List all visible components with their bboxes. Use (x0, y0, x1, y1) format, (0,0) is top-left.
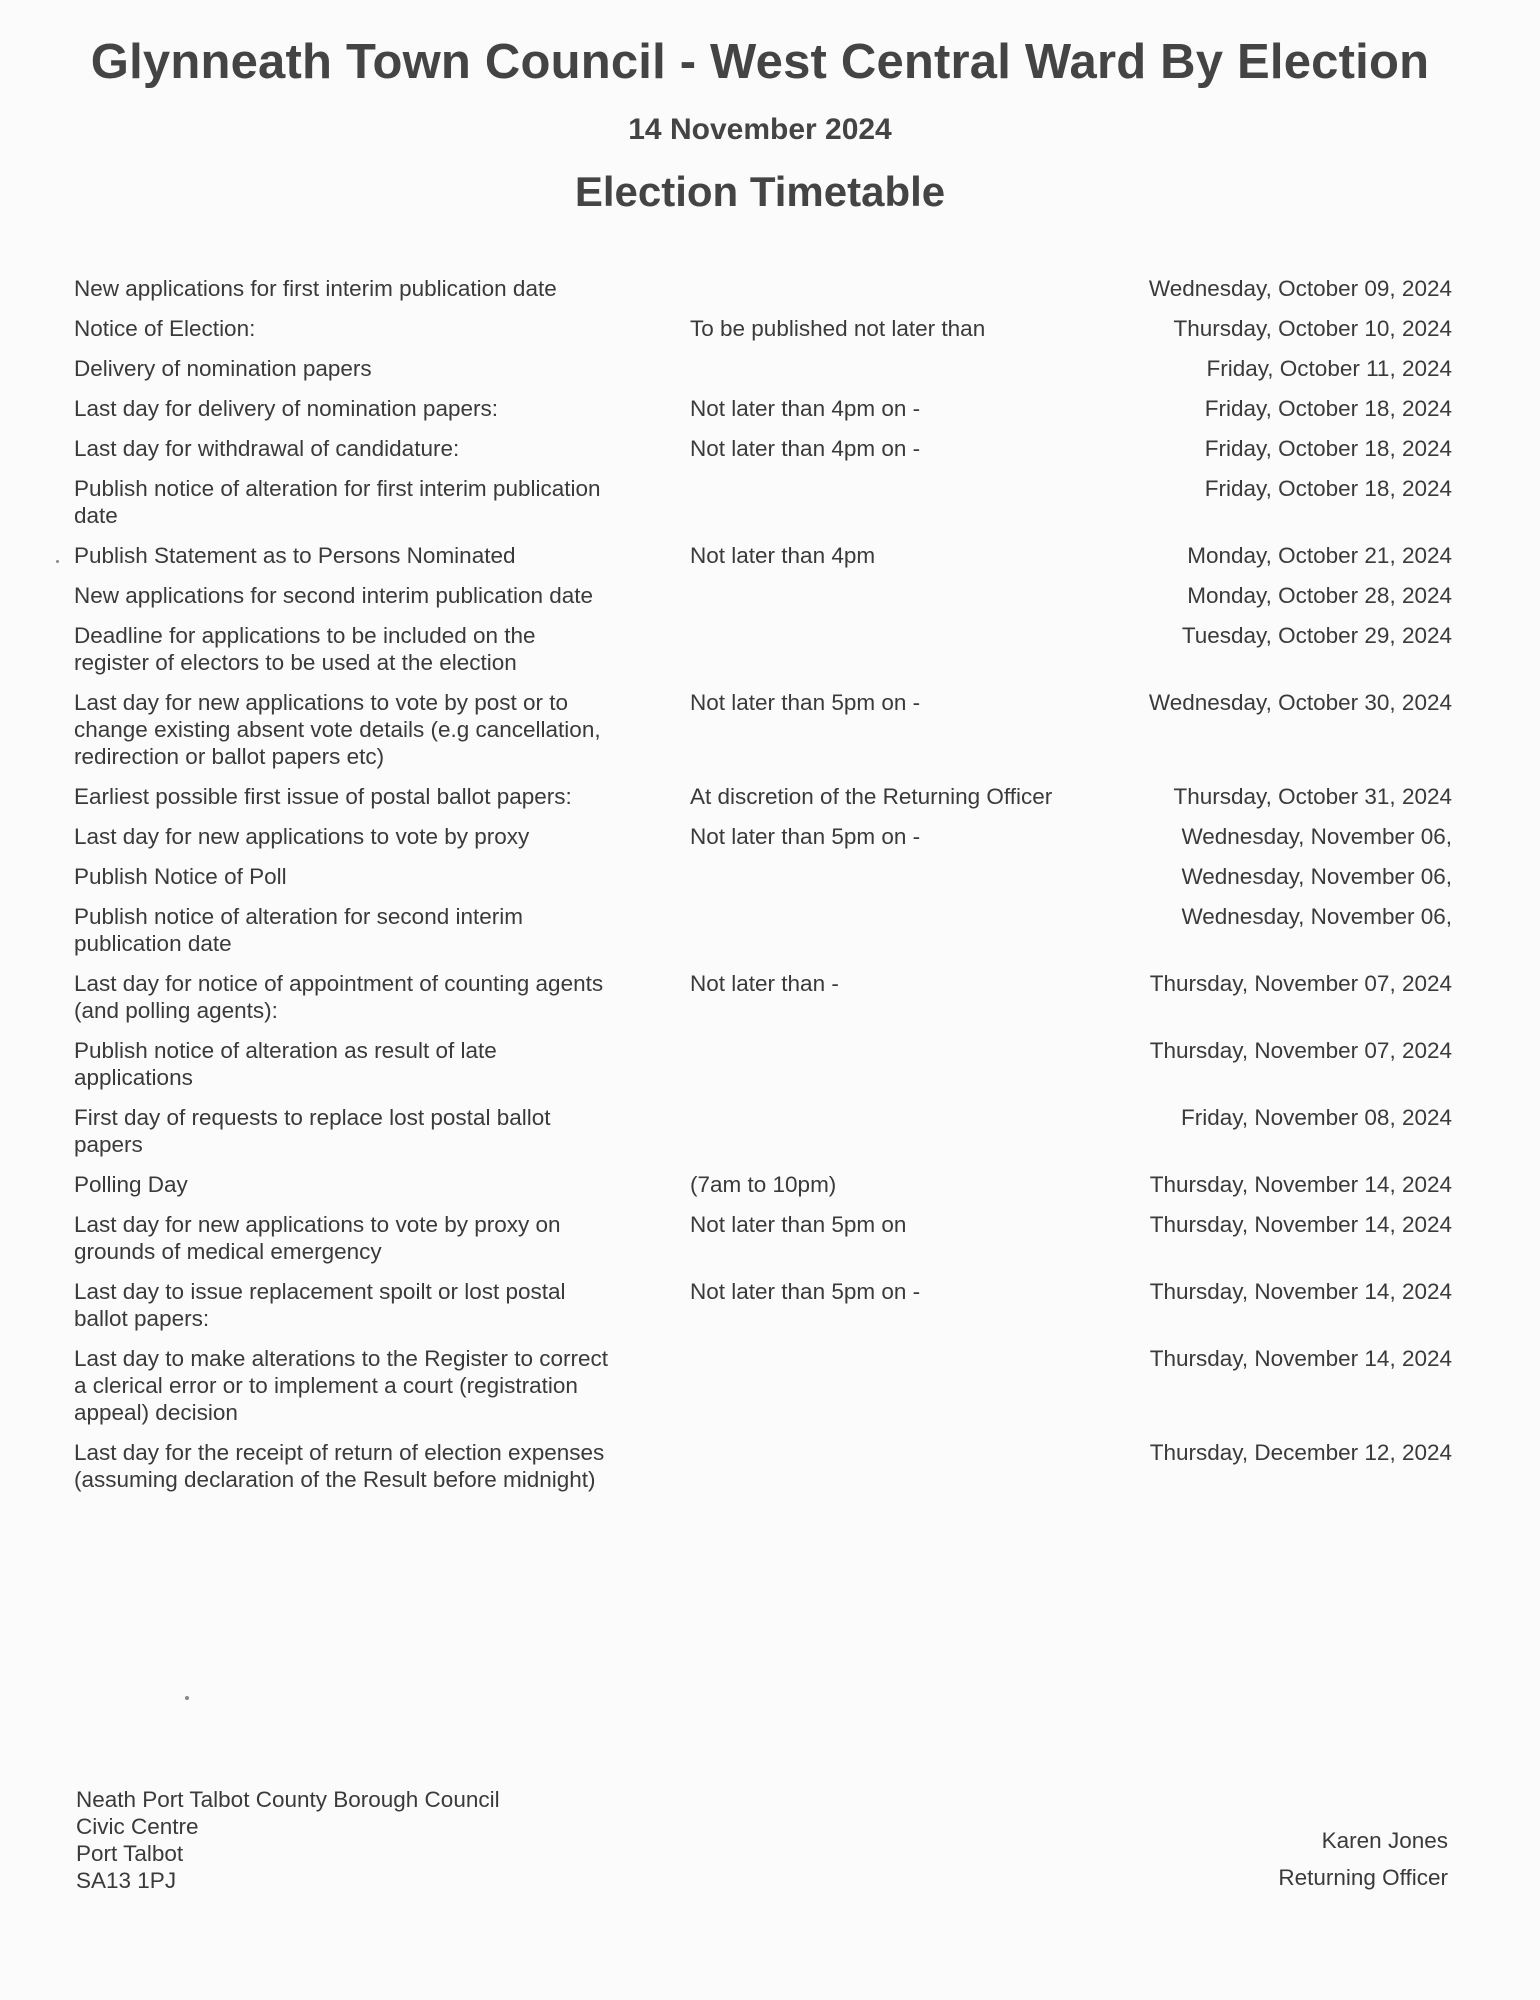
timetable-row (74, 863, 1452, 890)
timetable-row (74, 435, 1452, 462)
event-description: Last day for new applications to vote by proxy (74, 824, 530, 849)
timetable-row (74, 355, 1452, 382)
event-description: Deadline for applications to be included on the register of electors to be used at the election (74, 623, 536, 675)
timetable-row (74, 622, 1452, 676)
event-date: Friday, October 11, 2024 (1206, 356, 1452, 381)
event-date: Friday, November 08, 2024 (1181, 1105, 1452, 1130)
event-date: Thursday, October 10, 2024 (1173, 316, 1452, 341)
event-date: Monday, October 21, 2024 (1187, 543, 1452, 568)
event-description: Notice of Election: (74, 316, 256, 341)
event-date: Wednesday, October 30, 2024 (1148, 690, 1452, 715)
timetable-row (74, 783, 1452, 810)
timetable-row (74, 395, 1452, 422)
event-description: Last day for new applications to vote by post or to change existing absent vote details (e.g cancellation, redirection or ballot papers etc) (74, 690, 601, 769)
event-condition: At discretion of the Returning Officer (690, 784, 1053, 809)
timetable-row (74, 1104, 1452, 1158)
officer-name: Karen Jones (1321, 1828, 1448, 1853)
timetable-row (74, 542, 1452, 569)
scan-speck (185, 1696, 189, 1700)
timetable-row (74, 1278, 1452, 1332)
event-description: Last day to make alterations to the Register to correct a clerical error or to implement a court (registration appeal) decision (74, 1346, 609, 1425)
event-description: Last day for new applications to vote by proxy on grounds of medical emergency (74, 1212, 561, 1264)
event-condition: Not later than 4pm on - (690, 396, 921, 421)
event-description: First day of requests to replace lost postal ballot papers (74, 1105, 551, 1157)
event-description: Last day for the receipt of return of election expenses (assuming declaration of the Result before midnight) (74, 1440, 605, 1492)
timetable-row (74, 689, 1452, 770)
event-description: Publish notice of alteration for second interim publication date (74, 904, 523, 956)
event-date: Thursday, November 14, 2024 (1149, 1346, 1452, 1371)
timetable-row (74, 823, 1452, 850)
event-description: Publish notice of alteration for first interim publication date (74, 476, 601, 528)
event-condition: (7am to 10pm) (690, 1172, 837, 1197)
event-description: Earliest possible first issue of postal ballot papers: (74, 784, 572, 809)
timetable-row (74, 1211, 1452, 1265)
event-date: Wednesday, October 09, 2024 (1148, 276, 1452, 301)
event-description: Last day for withdrawal of candidature: (74, 436, 460, 461)
event-condition: Not later than 4pm on - (690, 436, 921, 461)
event-description: Publish notice of alteration as result of late applications (74, 1038, 497, 1090)
event-condition: Not later than 5pm on - (690, 1279, 921, 1304)
document-title: Glynneath Town Council - West Central Ward By Election (90, 35, 1430, 89)
event-date: Thursday, November 14, 2024 (1149, 1172, 1452, 1197)
event-description: Last day to issue replacement spoilt or lost postal ballot papers: (74, 1279, 566, 1331)
event-description: New applications for second interim publication date (74, 583, 594, 608)
event-date: Thursday, November 07, 2024 (1149, 1038, 1452, 1063)
address-line: Civic Centre (76, 1814, 199, 1839)
returning-officer-signoff (1278, 1822, 1448, 1896)
event-description: Last day for delivery of nomination papers: (74, 396, 498, 421)
election-timetable (74, 275, 1452, 1506)
event-date: Friday, October 18, 2024 (1204, 396, 1452, 421)
event-date: Thursday, November 14, 2024 (1149, 1212, 1452, 1237)
election-date: 14 November 2024 (628, 113, 892, 146)
event-date: Thursday, December 12, 2024 (1149, 1440, 1452, 1465)
timetable-row (74, 475, 1452, 529)
timetable-row (74, 275, 1452, 302)
timetable-row (74, 582, 1452, 609)
event-date: Thursday, November 14, 2024 (1149, 1279, 1452, 1304)
document-subtitle: Election Timetable (574, 168, 946, 215)
event-date: Monday, October 28, 2024 (1187, 583, 1452, 608)
timetable-row (74, 315, 1452, 342)
timetable-row (74, 1171, 1452, 1198)
event-condition: Not later than 5pm on - (690, 824, 921, 849)
timetable-row (74, 903, 1452, 957)
timetable-row (74, 970, 1452, 1024)
event-description: Polling Day (74, 1172, 188, 1197)
timetable-row (74, 1439, 1452, 1493)
event-condition: Not later than 5pm on (690, 1212, 907, 1237)
event-condition: Not later than - (690, 971, 839, 996)
scan-speck (56, 560, 59, 563)
event-date: Friday, October 18, 2024 (1204, 476, 1452, 501)
event-condition: To be published not later than (690, 316, 986, 341)
event-date: Tuesday, October 29, 2024 (1181, 623, 1452, 648)
event-date: Wednesday, November 06, (1181, 824, 1452, 849)
event-description: Last day for notice of appointment of counting agents (and polling agents): (74, 971, 604, 1023)
event-date: Wednesday, November 06, (1181, 904, 1452, 929)
event-condition: Not later than 5pm on - (690, 690, 921, 715)
timetable-row (74, 1345, 1452, 1426)
address-line: Neath Port Talbot County Borough Council (76, 1787, 500, 1812)
event-date: Thursday, November 07, 2024 (1149, 971, 1452, 996)
event-date: Friday, October 18, 2024 (1204, 436, 1452, 461)
event-description: New applications for first interim publication date (74, 276, 557, 301)
council-address (76, 1786, 500, 1894)
event-description: Publish Statement as to Persons Nominated (74, 543, 516, 568)
event-description: Publish Notice of Poll (74, 864, 287, 889)
address-line: Port Talbot (76, 1841, 184, 1866)
event-condition: Not later than 4pm (690, 543, 876, 568)
event-description: Delivery of nomination papers (74, 356, 372, 381)
officer-title: Returning Officer (1278, 1865, 1448, 1890)
event-date: Thursday, October 31, 2024 (1173, 784, 1452, 809)
address-line: SA13 1PJ (76, 1868, 177, 1893)
event-date: Wednesday, November 06, (1181, 864, 1452, 889)
timetable-row (74, 1037, 1452, 1091)
